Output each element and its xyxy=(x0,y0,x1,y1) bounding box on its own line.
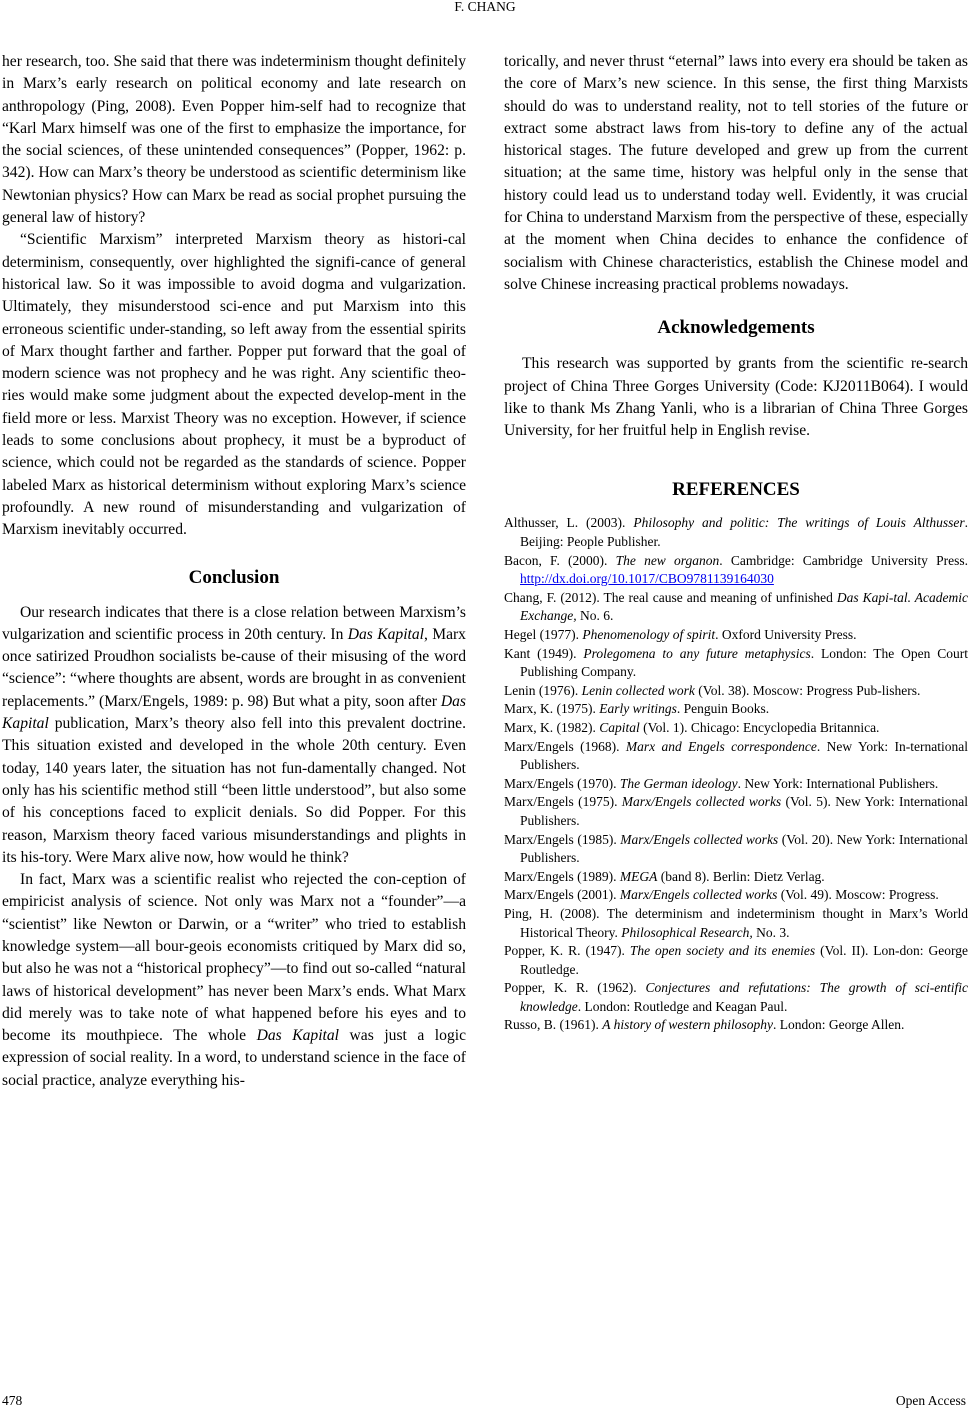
ref-title: Early writings xyxy=(599,701,677,717)
page-number: 478 xyxy=(2,1393,23,1408)
ref-text: . Cambridge: Cambridge University Press. xyxy=(719,552,969,568)
reference-item xyxy=(504,719,968,738)
book-title: Das Kapital xyxy=(256,1027,340,1045)
ref-title: Lenin collected work xyxy=(581,682,695,698)
ref-text: Marx, K. (1975). xyxy=(504,701,600,717)
ref-text: Popper, K. R. (1962). xyxy=(504,980,646,996)
ref-text: Marx/Engels (1989). xyxy=(504,868,620,884)
running-head: F. CHANG xyxy=(454,0,516,14)
ref-text: (Vol. 1). Chicago: Encyclopedia Britannica. xyxy=(639,719,880,735)
reference-item xyxy=(504,589,968,626)
ref-text: (Vol. 20). New York: International Publishers. xyxy=(520,831,968,866)
ref-text: Hegel (1977). xyxy=(504,627,583,643)
ref-text: (Vol. 49). Moscow: Progress. xyxy=(777,887,939,903)
conclusion-heading: Conclusion xyxy=(188,566,280,588)
left-column xyxy=(2,51,466,1092)
text-run: Our research indicates that there is a close relation between Marxism’s vulgarization and scientific process in 20th century. In xyxy=(2,603,466,643)
ref-text: (band 8). Berlin: Dietz Verlag. xyxy=(657,868,825,884)
reference-item xyxy=(504,738,968,775)
acknowledgements-paragraph: This research was supported by grants from the scientific re-search project of China Three Gorges University (Code: KJ2011B064). I would like to thank Ms Zhang Yanli, who is a librarian of China Three Gorges University, for her fruitful help in English revise. xyxy=(504,355,968,440)
ref-text: . London: George Allen. xyxy=(773,1017,905,1033)
ref-title: Marx and Engels correspondence xyxy=(625,738,817,754)
reference-item xyxy=(504,831,968,868)
reference-item xyxy=(504,1016,968,1035)
ref-text: (Vol. 38). Moscow: Progress Pub-lishers. xyxy=(694,682,921,698)
reference-item xyxy=(504,942,968,979)
text-run: , Marx once satirized Proudhon socialists be-cause of their misusing of the word “science”: “where thoughts are absent, words are brought in as convenient replacements.” (Marx/Engels, 1989: p. 98) But what a pity, soon after xyxy=(2,625,466,710)
body-paragraph: torically, and never thrust “eternal” laws into every era should be taken as the core of Marx’s new science. In this sense, the first thing Marxists should do was to understand reality, not to tell stories of the future or extract some abstract laws from his-tory to define any of the actual historical stages. The future developed and grew up from the current situation; at the same time, history was helpful only in the sense that history could lead us to understand today well. Evidently, it was crucial for China to understand Marxism from the perspective of these, especially at the moment when China decides to enhance the confidence of socialism with Chinese characteristics, establish the Chinese model and solve Chinese increasing practical problems nowadays. xyxy=(504,53,968,293)
ref-text: . London: Routledge and Keagan Paul. xyxy=(577,998,788,1014)
ref-text: . Beijing: People Publisher. xyxy=(520,515,968,550)
ref-title: Philosophical Research, xyxy=(621,924,753,940)
reference-item xyxy=(504,514,968,551)
reference-item xyxy=(504,775,968,794)
ref-title: A history of western philosophy xyxy=(602,1017,774,1033)
ref-text: Ping, H. (2008). The determinism and indeterminism thought in Marx’s World Historical Theory. xyxy=(504,905,968,940)
ref-text: . New York: In-ternational Publishers. xyxy=(520,738,968,773)
ref-text: Marx, K. (1982). xyxy=(504,719,600,735)
reference-item xyxy=(504,552,968,589)
acknowledgements-heading: Acknowledgements xyxy=(657,317,815,339)
ref-text: (Vol. II). Lon-don: George Routledge. xyxy=(520,943,968,977)
ref-text: Marx/Engels (1970). xyxy=(504,775,620,791)
ref-text: Althusser, L. (2003). xyxy=(504,515,634,531)
reference-item xyxy=(504,626,968,645)
reference-item xyxy=(504,793,968,830)
ref-title: Philosophy and politic: The writings of Louis Althusser xyxy=(633,515,965,531)
ref-text: . New York: International Publishers. xyxy=(737,775,939,791)
ref-title: The new organon xyxy=(615,552,720,568)
ref-title: Das Kapi-tal. Academic Exchange, xyxy=(520,589,969,624)
ref-title: Marx/Engels collected works xyxy=(621,794,782,810)
text-run: In fact, Marx was a scientific realist who rejected the con-ception of empiricist analysis of science. Not only was Marx not a “founder”—a “scientist” like Newton or Darwin, or a “writer” who tried to establish knowledge system—all bour-geois economists critiqued by Marx did so, but also he was not a “historical prophecy”—to find out so-called “natural laws of historical development” has never been Marx’s ends. What Marx did merely was to take note of what happened before his eyes and to become its mouthpiece. The whole xyxy=(2,871,466,1045)
ref-title: Marx/Engels collected works xyxy=(619,887,778,903)
body-paragraph: “Scientific Marxism” interpreted Marxism theory as histori-cal determinism, consequently, over highlighted the signifi-cance of general historical law. So it was impossible to avoid dogma and vulgarization. Ultimately, they misunderstood sci-ence and put Marxism into this erroneous scientific under-standing, so left away from the essential spirits of Marx thought farther and farther. Popper put forward that the goal of modern science was not prophecy and he was right. Any scientific theo-ries would make some judgment about the expected develop-ment in the field more or less. Marxist Theory was no exception. However, if science leads to some conclusions about prophecy, it must be a byproduct of science, which could not be regarded as the standards of science. Popper labeled Marx as historical determinism without exploring Marx’s science profoundly. A new round of misunderstanding and vulgarization of Marxism inevitably occurred. xyxy=(2,231,466,539)
references-heading: REFERENCES xyxy=(672,479,800,501)
ref-text: Marx/Engels (1975). xyxy=(504,794,622,810)
right-column xyxy=(504,51,968,1035)
text-run: was just a logic expression of social reality. In a word, to understand science in the face of social practice, analyze everything his- xyxy=(2,1027,466,1089)
reference-item xyxy=(504,682,968,701)
ref-text: . Penguin Books. xyxy=(676,701,770,717)
ref-title: Conjectures and refutations: The growth of sci-entific knowledge xyxy=(520,980,968,1014)
reference-item xyxy=(504,700,968,719)
doi-link[interactable]: http://dx.doi.org/10.1017/CBO9781139164030 xyxy=(520,571,774,587)
ref-title: The German ideology xyxy=(619,775,738,791)
ref-text: No. 6. xyxy=(576,608,614,624)
ref-text: Lenin (1976). xyxy=(504,682,582,698)
reference-item xyxy=(504,886,968,905)
ref-title: The open society and its enemies xyxy=(629,943,816,959)
reference-item xyxy=(504,979,968,1016)
ref-text: Marx/Engels (1968). xyxy=(504,738,626,754)
ref-text: (Vol. 5). New York: International Publishers. xyxy=(520,794,968,828)
book-title: Das Kapital xyxy=(2,692,466,733)
ref-title: Phenomenology of spirit xyxy=(582,627,716,643)
reference-item xyxy=(504,868,968,887)
ref-title: MEGA xyxy=(619,868,658,884)
ref-text: Russo, B. (1961). xyxy=(504,1017,603,1033)
ref-text: Marx/Engels (1985). xyxy=(504,831,621,847)
ref-text: Chang, F. (2012). The real cause and meaning of unfinished xyxy=(504,589,837,605)
reference-item xyxy=(504,905,968,942)
text-run: publication, Marx’s theory also fell into this prevalent doctrine. This situation existed and developed in the whole 20th century. Even today, 140 years later, the situation has not fun-damentally changed. Not only has his scientific method still “been little understood”, but also some of his conceptions faced to explicit denials. So did Popper. For this reason, Marxism theory faced various misunderstandings and plights in its his-tory. Were Marx alive now, how would he think? xyxy=(2,715,466,866)
ref-text: Bacon, F. (2000). xyxy=(504,552,616,568)
ref-title: Marx/Engels collected works xyxy=(620,831,779,847)
ref-text: Marx/Engels (2001). xyxy=(504,887,620,903)
ref-title: Prolegomena to any future metaphysics xyxy=(583,645,811,661)
reference-list xyxy=(504,514,968,1035)
ref-text: Popper, K. R. (1947). xyxy=(504,943,630,959)
body-paragraph: her research, too. She said that there was indeterminism thought definitely in Marx’s early research on political economy and late research on anthropology (Ping, 2008). Even Popper him-self had to recognize that “Karl Marx himself was one of the first to emphasize the importance, for the social sciences, of these unintended consequences” (Popper, 1962: p. 342). How can Marx’s theory be understood as scientific determinism like Newtonian physics? How can Marx be read as social prophet pursuing the general law of history? xyxy=(2,53,466,227)
ref-text: . Oxford University Press. xyxy=(715,627,857,643)
ref-text: . London: The Open Court Publishing Company. xyxy=(520,645,969,680)
ref-text: Kant (1949). xyxy=(504,645,584,661)
open-access-label: Open Access xyxy=(895,1393,966,1408)
book-title: Das Kapital xyxy=(347,625,424,643)
body-paragraph xyxy=(2,869,466,1092)
reference-item xyxy=(504,645,968,682)
ref-title: Capital xyxy=(599,719,640,735)
ref-text: No. 3. xyxy=(752,924,790,940)
body-paragraph xyxy=(2,602,466,870)
